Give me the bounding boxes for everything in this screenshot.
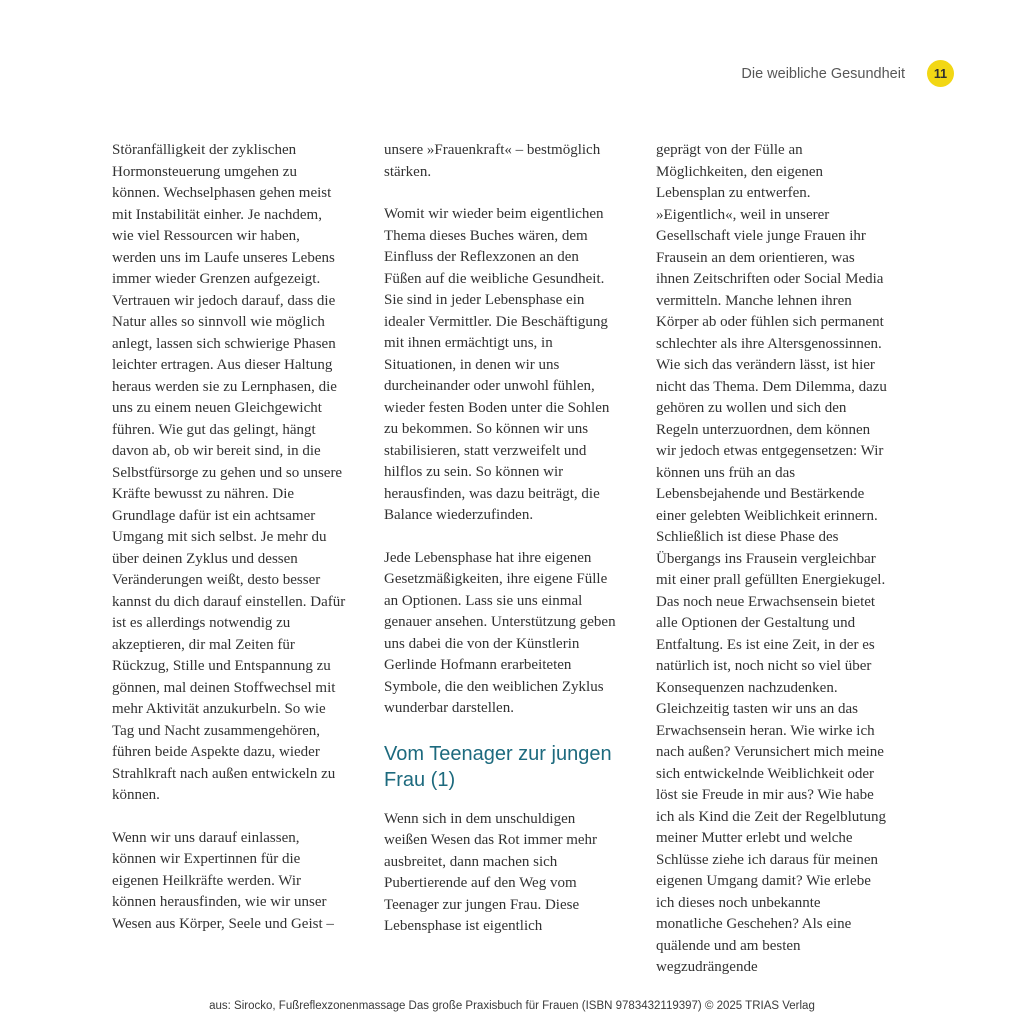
page-number-badge: 11: [927, 60, 954, 87]
body-paragraph: unsere »Frauenkraft« – bestmöglich stärken.: [384, 142, 601, 180]
text-column-1: [112, 140, 346, 1000]
page-header: [112, 60, 954, 87]
body-paragraph: Jede Lebensphase hat ihre eigenen Gesetzmäßigkeiten, ihre eigene Fülle an Optionen. Lass sie uns einmal genauer ansehen. Unterstützung geben uns dabei die von der Künstlerin Gerlinde Hofmann erarbeiteten Symbole, die den weiblichen Zyklus wunderbar darstellen.: [384, 549, 616, 716]
body-paragraph: geprägt von der Fülle an Möglichkeiten, den eigenen Lebensplan zu entwerfen. »Eigentlich«, weil in unserer Gesellschaft viele junge Frauen ihr Frausein an dem orientieren, was ihnen Zeitschriften oder Social Media vermitteln. Manche lehnen ihren Körper ab oder fühlen sich permanent schlechter als ihre Altersgenossinnen. Wie sich das verändern lässt, ist hier nicht das Thema. Dem Dilemma, dazu gehören zu wollen und sich den Regeln unterzuordnen, dem können wir jedoch etwas entgegensetzen: Wir können uns früh an das Lebensbejahende und Bestärkende einer gelebten Weiblichkeit erinnern. Schließlich ist diese Phase des Übergangs ins Frausein vergleichbar mit einer prall gefüllten Energiekugel. Das noch neue Erwachsensein bietet alle Optionen der Gestaltung und Entfaltung. Es ist eine Zeit, in der es natürlich ist, noch nicht so viel über Konsequenzen nachzudenken. Gleichzeitig tasten wir uns an das Erwachsensein heran. Wie wirke ich nach außen? Verunsichert mich meine sich entwickelnde Weiblichkeit oder löst sie Freude in mir aus? Wie habe ich als Kind die Zeit der Regelblutung meiner Mutter erlebt und welche Schlüsse ziehe ich daraus für meinen eigenen Umgang damit? Wie erlebe ich dieses noch unbekannte monatliche Geschehen? Als eine quälende und am besten wegzudrängende: [656, 142, 887, 975]
section-heading: Vom Teenager zur jungen Frau (1): [384, 742, 612, 791]
body-paragraph: Womit wir wieder beim eigentlichen Thema dieses Buches wären, dem Einfluss der Reflexzonen an den Füßen auf die weibliche Gesundheit. Sie sind in jeder Lebensphase ein idealer Vermittler. Die Beschäftigung mit ihnen ermächtigt uns, in Situationen, in denen wir uns durcheinander oder unwohl fühlen, wieder festen Boden unter die Sohlen zu bekommen. So können wir uns stabilisieren, statt verzweifelt und hilflos zu sein. So können wir herausfinden, was dazu beiträgt, die Balance wiederzufinden.: [384, 206, 610, 523]
body-paragraph: Störanfälligkeit der zyklischen Hormonsteuerung umgehen zu können. Wechselphasen gehen meist mit Instabilität einher. Je nachdem, wie viel Ressourcen wir haben, werden uns im Laufe unseres Lebens immer wieder Grenzen aufgezeigt. Vertrauen wir jedoch darauf, dass die Natur alles so sinnvoll wie möglich anlegt, lassen sich schwierige Phasen leichter ertragen. Aus dieser Haltung heraus werden sie zu Lernphasen, die uns zu einem neuen Gleichgewicht führen. Wie gut das gelingt, hängt davon ab, ob wir bereit sind, in die Selbstfürsorge zu gehen und so unsere Kräfte bewusst zu nähren. Die Grundlage dafür ist ein achtsamer Umgang mit sich selbst. Je mehr du über deinen Zyklus und dessen Veränderungen weißt, desto besser kannst du dich darauf einstellen. Dafür ist es allerdings notwendig zu akzeptieren, dir mal Zeiten für Rückzug, Stille und Entspannung zu gönnen, mal deinen Stoffwechsel mit mehr Aktivität anzukurbeln. So wie Tag und Nacht zusammengehören, führen beide Aspekte dazu, wieder Strahlkraft nach außen entwickeln zu können.: [112, 142, 346, 803]
text-columns: [112, 140, 890, 1000]
text-column-2: [384, 140, 618, 1000]
body-paragraph: Wenn wir uns darauf einlassen, können wir Expertinnen für die eigenen Heilkräfte werden. Wir können herausfinden, wie wir unser Wesen aus Körper, Seele und Geist –: [112, 829, 334, 932]
source-citation: aus: Sirocko, Fußreflexzonenmassage Das große Praxisbuch für Frauen (ISBN 9783432119397) © 2025 TRIAS Verlag: [209, 1000, 815, 1012]
text-column-3: [656, 140, 890, 1000]
running-head: Die weibliche Gesundheit: [741, 65, 905, 82]
body-paragraph: Wenn sich in dem unschuldigen weißen Wesen das Rot immer mehr ausbreitet, dann machen sich Pubertierende auf den Weg vom Teenager zur jungen Frau. Diese Lebensphase ist eigentlich: [384, 810, 598, 934]
page-footer: [0, 996, 1024, 1014]
